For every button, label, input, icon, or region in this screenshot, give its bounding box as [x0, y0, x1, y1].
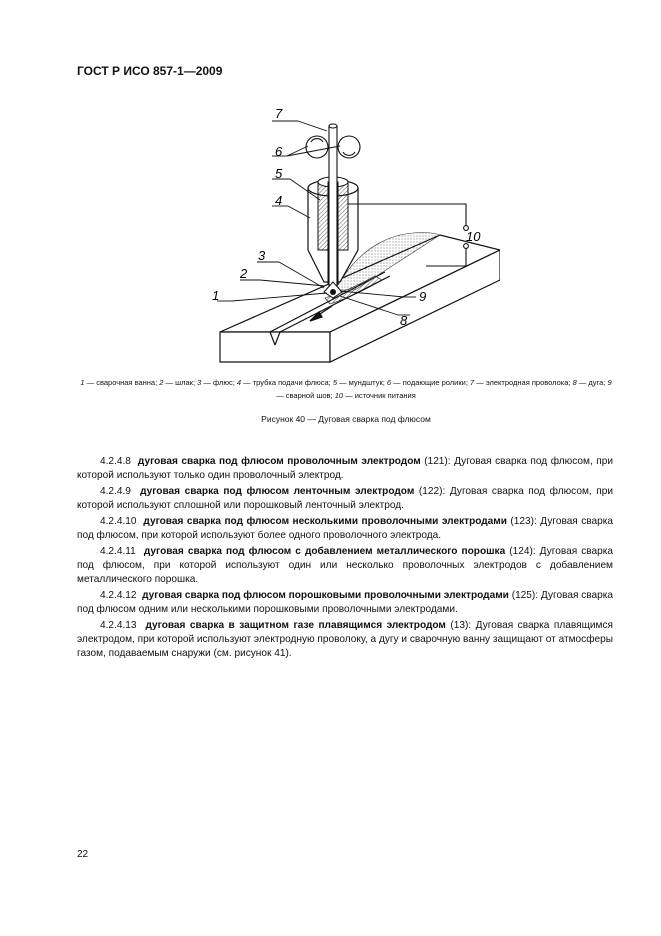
- figure-caption: Рисунок 40 — Дуговая сварка под флюсом: [261, 414, 431, 424]
- callout-10: 10: [466, 229, 481, 244]
- definition-paragraph: 4.2.4.13 дуговая сварка в защитном газе плавящимся электродом (13): Дуговая сварка плавящимся электродом, при которой используют электродную проволоку, а дугу и сварочную ванну защищают от атмосферы газом, подаваемым снаружи (см. рисунок 41).: [77, 620, 613, 659]
- legend-item: 9 — сварной шов;: [276, 378, 612, 400]
- legend-item: 5 — мундштук;: [332, 378, 387, 387]
- callout-5: 5: [275, 166, 283, 181]
- callout-7: 7: [275, 106, 283, 121]
- legend-item: 8 — дуга;: [572, 378, 608, 387]
- callout-9: 9: [419, 289, 427, 304]
- body-text: [77, 455, 613, 663]
- legend-item: 1 — сварочная ванна;: [80, 378, 160, 387]
- legend-item: 10 — источник питания: [334, 391, 416, 400]
- callout-8: 8: [400, 313, 408, 328]
- definition-paragraph: 4.2.4.8 дуговая сварка под флюсом проволочным электродом (121): Дуговая сварка под флюсом, при которой используют только один проволочный электрод.: [77, 456, 613, 481]
- callout-3: 3: [258, 248, 266, 263]
- definition-paragraph: 4.2.4.10 дуговая сварка под флюсом несколькими проволочными электродами (123): Дуговая сварка под флюсом, при которой используют более одного проволочного электрода.: [77, 516, 614, 541]
- callout-1: 1: [212, 288, 220, 303]
- electrode-wire: [329, 126, 337, 288]
- legend-item: 4 — трубка подачи флюса;: [236, 378, 333, 387]
- legend-item: 6 — подающие ролики;: [386, 378, 470, 387]
- legend-item: 2 — шлак;: [159, 378, 198, 387]
- callout-4: 4: [275, 193, 283, 208]
- callout-2: 2: [240, 266, 248, 281]
- callout-6: 6: [275, 144, 283, 159]
- figure-legend: [77, 376, 615, 402]
- definition-paragraph: 4.2.4.11 дуговая сварка под флюсом с добавлением металлического порошка (124): Дуговая сварка под флюсом, при которой используют один или несколько проволочных электродов с добавлением металлического порошка.: [77, 546, 614, 585]
- definition-paragraph: 4.2.4.12 дуговая сварка под флюсом порошковыми проволочными электродами (125): Дуговая сварка под флюсом одним или несколькими порошковыми проволочными электродами.: [77, 590, 614, 615]
- page-number: 22: [77, 849, 89, 860]
- welding-diagram: [200, 100, 500, 370]
- legend-item: 7 — электродная проволока;: [469, 378, 573, 387]
- definition-paragraph: 4.2.4.9 дуговая сварка под флюсом ленточным электродом (122): Дуговая сварка под флюсом, при которой используют сплошной или порошковый ленточный электрод.: [77, 486, 613, 511]
- document-header: ГОСТ Р ИСО 857-1—2009: [77, 64, 223, 78]
- legend-item: 3 — флюс;: [197, 378, 237, 387]
